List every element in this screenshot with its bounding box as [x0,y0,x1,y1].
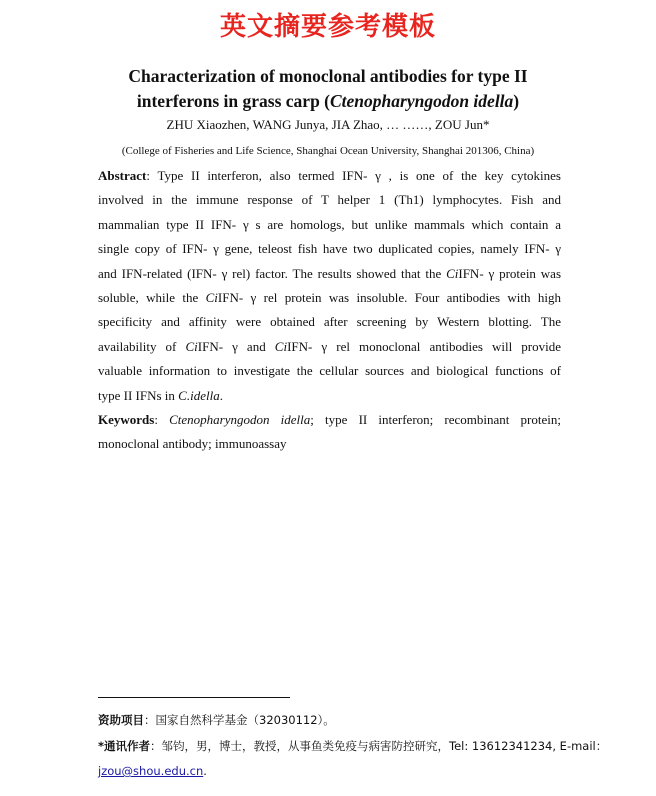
title-prefix: interferons in grass carp ( [136,91,330,111]
funding-label: 资助项目 [98,713,144,727]
abstract-line: valuable information to investigate the cellular sources and biological functions of [98,363,561,379]
title-line-1: Characterization of monoclonal antibodies for type II [128,66,528,86]
title-suffix: ) [513,91,520,111]
keywords-section [98,408,561,457]
paper-title [60,64,596,114]
abstract-line: single copy of IFN- γ gene, teleost fish have two duplicated copies, namely IFN- γ [98,241,561,257]
abstract-line: soluble, while the CiIFN- γ rel protein was insoluble. Four antibodies with high [98,290,561,306]
keywords-line: monoclonal antibody; immunoassay [98,436,287,452]
abstract-line: specificity and affinity were obtained after screening by Western blotting. The [98,314,561,330]
footnote-divider [98,697,290,698]
email-line: jzou@shou.edu.cn. [98,764,207,778]
affiliation: (College of Fisheries and Life Science, Shanghai Ocean University, Shanghai 201306, China) [121,145,535,157]
email-link[interactable]: jzou@shou.edu.cn [98,764,204,778]
keyword-species: Ctenopharyngodon idella [169,412,311,427]
author-list: ZHU Xiaozhen, WANG Junya, JIA Zhao, … ……, ZOU Jun* [166,117,490,132]
abstract-label: Abstract [98,168,147,183]
corresponding-author-footnote: *通讯作者：邹钧，男，博士，教授，从事鱼类免疫与病害防控研究，Tel: 13612341234, E-mail： [98,739,608,753]
title-line-2 [60,89,596,114]
keywords-label: Keywords [98,412,155,427]
abstract-line: involved in the immune response of T helper 1 (Th1) lymphocytes. Fish and [98,192,561,208]
abstract-section [98,164,561,408]
abstract-line: mammalian type II IFN- γ s are homologs, but unlike mammals which contain a [98,216,561,232]
keywords-line: Keywords: Ctenopharyngodon idella; type II interferon; recombinant protein; [98,412,561,427]
template-banner: 英文摘要参考模板 [219,12,436,42]
title-species: Ctenopharyngodon idella [330,91,514,111]
funding-footnote: 资助项目：国家自然科学基金（32030112）。 [98,713,335,727]
abstract-line: and IFN-related (IFN- γ rel) factor. The results showed that the CiIFN- γ protein was [98,265,562,281]
corresponding-label: *通讯作者 [98,739,151,753]
abstract-line: Abstract: Type II interferon, also termed IFN- γ , is one of the key cytokines [98,168,561,183]
abstract-line: availability of CiIFN- γ and CiIFN- γ rel monoclonal antibodies will provide [98,338,561,354]
abstract-line: type II IFNs in C.idella. [98,387,223,403]
